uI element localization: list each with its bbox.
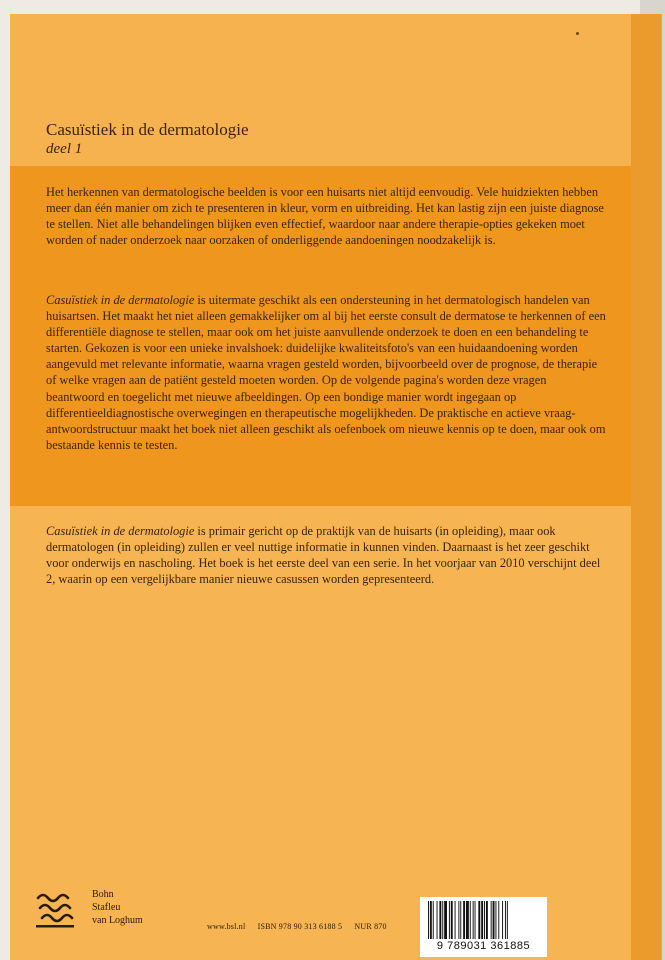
publisher-name-line: Stafleu	[92, 902, 121, 913]
barcode-bar	[473, 901, 474, 939]
barcode-bar	[493, 901, 495, 939]
cover-right-edge	[631, 14, 661, 960]
blurb-title-ref: Casuïstiek in de dermatologie	[46, 524, 195, 538]
barcode-bar	[444, 901, 447, 939]
barcode-bar	[491, 901, 492, 939]
blurb-paragraph-2-text: is uitermate geschikt als een ondersteuning in het dermatologisch handelen van huisartsen. Het maakt het niet alleen gemakkelijker om al bij het eerste consult de dermatose te herkennen of een differentiële diagnose te stellen, maar ook om het juiste aanvullende onderzoek te doen en een behandeling te starten. Gekozen is voor een unieke invalshoek: duidelijke kwaliteitsfoto's van een huidaandoening worden aangevuld met relevante informatie, waarna vragen gesteld worden, bijvoorbeeld over de prognose, de therapie of welke vragen aan de patiënt gesteld moeten worden. Op de volgende pagina's worden deze vragen beantwoord en toegelicht met nieuwe afbeeldingen. Op een bondige manier wordt ingegaan op differentieeldiagnostische overwegingen en therapeutische mogelijkheden. De praktische en actieve vraag-antwoordstructuur maakt het boek niet alleen geschikt als oefenboek om nieuwe kennis op te doen, maar ook om bestaande kennis te testen.	[46, 293, 606, 452]
barcode-bar	[428, 901, 429, 939]
barcode-bar	[484, 901, 485, 939]
barcode-bar	[449, 901, 450, 939]
barcode-bar	[470, 901, 471, 939]
barcode-bar	[486, 901, 488, 939]
barcode-bar	[442, 901, 443, 939]
publisher-name	[92, 888, 143, 927]
bsl-logo-icon	[34, 888, 76, 930]
barcode-bar	[451, 901, 453, 939]
barcode-bar	[433, 901, 434, 939]
nur-code: NUR 870	[354, 922, 387, 931]
barcode-digits: 9 789031 361885	[436, 940, 531, 952]
cover-band-top	[10, 14, 631, 166]
barcode-icon	[426, 901, 542, 939]
barcode-bar	[481, 901, 483, 939]
isbn-number: ISBN 978 90 313 6188 5	[257, 922, 343, 931]
barcode-bar	[430, 901, 432, 939]
barcode-bar	[460, 901, 461, 939]
barcode-bar	[439, 901, 441, 939]
blurb-paragraph-3-text: is primair gericht op de praktijk van de huisarts (in opleiding), maar ook dermatologen (in opleiding) zullen er veel nuttige informatie in kunnen vinden. Daarnaast is het zeer geschikt voor onderwijs en nascholing. Het boek is het eerste deel van een serie. In het voorjaar van 2010 verschijnt deel 2, waarin op een vergelijkbare manier nieuwe casussen worden gepresenteerd.	[46, 524, 601, 587]
barcode-bar	[437, 901, 438, 939]
barcode-bar	[478, 901, 480, 939]
footer-info	[207, 922, 397, 931]
book-title: Casuïstiek in de dermatologie	[46, 120, 249, 139]
barcode-block	[420, 897, 547, 957]
blurb-paragraph-2	[46, 292, 606, 453]
barcode-bar	[498, 901, 499, 939]
barcode-bar	[495, 901, 496, 939]
barcode-bar	[507, 901, 508, 939]
cover-mark	[576, 32, 579, 35]
barcode-bar	[458, 901, 459, 939]
barcode-bar	[475, 901, 476, 939]
blurb-title-ref: Casuïstiek in de dermatologie	[46, 293, 195, 307]
book-subtitle: deel 1	[46, 141, 83, 157]
barcode-bar	[466, 901, 469, 939]
publisher-name-line: van Loghum	[92, 915, 143, 926]
barcode-bar	[505, 901, 506, 939]
publisher-name-line: Bohn	[92, 889, 114, 900]
blurb-paragraph-1: Het herkennen van dermatologische beelden is voor een huisarts niet altijd eenvoudig. Vele huidziekten hebben meer dan één manier om zich te presenteren in kleur, vorm en uitbreiding. Het kan lastig zijn een juiste diagnose te stellen. Niet alle behandelingen blijken even effectief, waardoor naar andere therapie-opties gekeken moet worden of nader onderzoek naar oorzaken of onderliggende aandoeningen noodzakelijk is.	[46, 185, 604, 248]
barcode-bar	[463, 901, 465, 939]
blurb-paragraph-3	[46, 523, 606, 587]
barcode-bar	[455, 901, 456, 939]
publisher-website: www.bsl.nl	[207, 922, 246, 931]
barcode-bar	[502, 901, 503, 939]
